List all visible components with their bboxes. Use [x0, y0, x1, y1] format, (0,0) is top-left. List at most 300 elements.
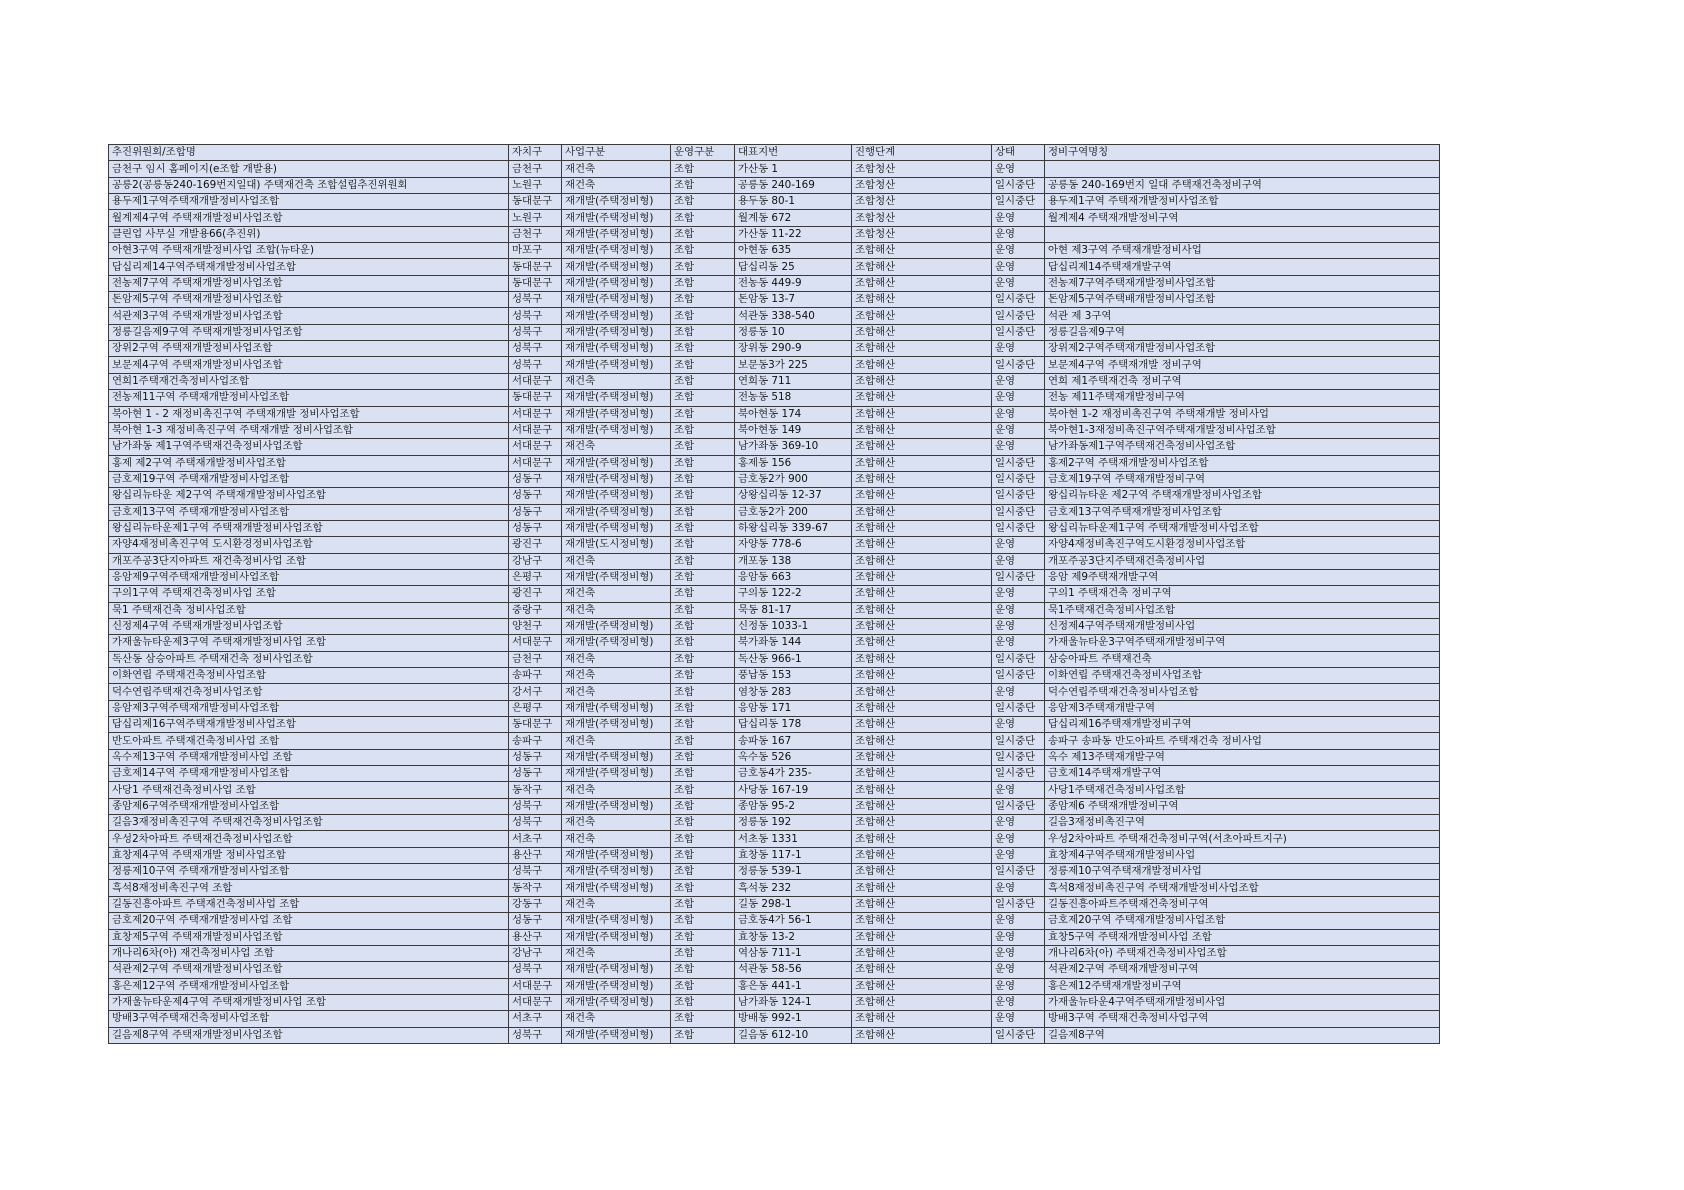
project-type-cell: 재건축 — [562, 815, 671, 831]
union-name-cell: 종암제6구역주택재개발정비사업조합 — [109, 798, 509, 814]
union-name-cell: 석관제3구역 주택재개발정비사업조합 — [109, 308, 509, 324]
project-type-cell: 재건축 — [562, 896, 671, 912]
progress-stage-cell: 조합해산 — [852, 341, 992, 357]
status-cell: 운영 — [992, 962, 1045, 978]
progress-stage-cell: 조합해산 — [852, 684, 992, 700]
lot-number-cell: 풍납동 153 — [735, 668, 852, 684]
project-type-cell: 재개발(주택정비형) — [562, 210, 671, 226]
progress-stage-cell: 조합청산 — [852, 210, 992, 226]
data-table — [108, 144, 1440, 1044]
district-cell: 마포구 — [509, 243, 562, 259]
project-type-cell: 재개발(주택정비형) — [562, 618, 671, 634]
progress-stage-cell: 조합해산 — [852, 962, 992, 978]
operation-type-cell: 조합 — [671, 896, 735, 912]
union-name-cell: 방배3구역주택재건축정비사업조합 — [109, 1011, 509, 1027]
project-type-cell: 재개발(주택정비형) — [562, 406, 671, 422]
zone-name-cell: 신정제4구역주택재개발정비사업 — [1045, 618, 1440, 634]
status-cell: 일시중단 — [992, 569, 1045, 585]
project-type-cell: 재개발(주택정비형) — [562, 292, 671, 308]
project-type-cell: 재개발(주택정비형) — [562, 1027, 671, 1043]
project-type-cell: 재개발(주택정비형) — [562, 341, 671, 357]
operation-type-cell: 조합 — [671, 602, 735, 618]
district-cell: 서대문구 — [509, 455, 562, 471]
project-type-cell: 재건축 — [562, 733, 671, 749]
table-row — [109, 553, 1440, 569]
zone-name-cell: 홍제2구역 주택재개발정비사업조합 — [1045, 455, 1440, 471]
district-cell: 강서구 — [509, 684, 562, 700]
status-cell: 일시중단 — [992, 324, 1045, 340]
progress-stage-cell: 조합해산 — [852, 896, 992, 912]
status-cell: 운영 — [992, 259, 1045, 275]
lot-number-cell: 응암동 663 — [735, 569, 852, 585]
operation-type-cell: 조합 — [671, 717, 735, 733]
district-cell: 동대문구 — [509, 194, 562, 210]
lot-number-cell: 석관동 338-540 — [735, 308, 852, 324]
progress-stage-cell: 조합해산 — [852, 455, 992, 471]
project-type-cell: 재개발(주택정비형) — [562, 390, 671, 406]
project-type-cell: 재건축 — [562, 586, 671, 602]
project-type-cell: 재건축 — [562, 439, 671, 455]
progress-stage-cell: 조합청산 — [852, 161, 992, 177]
operation-type-cell: 조합 — [671, 455, 735, 471]
operation-type-cell: 조합 — [671, 782, 735, 798]
progress-stage-cell: 조합해산 — [852, 259, 992, 275]
status-cell: 일시중단 — [992, 520, 1045, 536]
progress-stage-cell: 조합해산 — [852, 373, 992, 389]
status-cell: 일시중단 — [992, 749, 1045, 765]
zone-name-cell: 답십리제14주택재개발구역 — [1045, 259, 1440, 275]
union-name-cell: 자양4재정비촉진구역 도시환경정비사업조합 — [109, 537, 509, 553]
district-cell: 성북구 — [509, 324, 562, 340]
district-cell: 서초구 — [509, 1011, 562, 1027]
lot-number-cell: 응암동 171 — [735, 700, 852, 716]
operation-type-cell: 조합 — [671, 945, 735, 961]
lot-number-cell: 역삼동 711-1 — [735, 945, 852, 961]
table-row — [109, 210, 1440, 226]
zone-name-cell: 흑석8재정비촉진구역 주택재개발정비사업조합 — [1045, 880, 1440, 896]
lot-number-cell: 효창동 117-1 — [735, 847, 852, 863]
progress-stage-cell: 조합해산 — [852, 439, 992, 455]
status-cell: 운영 — [992, 880, 1045, 896]
union-name-cell: 사당1 주택재건축정비사업 조합 — [109, 782, 509, 798]
lot-number-cell: 금호동4가 235- — [735, 766, 852, 782]
progress-stage-cell: 조합해산 — [852, 782, 992, 798]
operation-type-cell: 조합 — [671, 161, 735, 177]
lot-number-cell: 공릉동 240-169 — [735, 177, 852, 193]
lot-number-cell: 자양동 778-6 — [735, 537, 852, 553]
operation-type-cell: 조합 — [671, 422, 735, 438]
table-row — [109, 831, 1440, 847]
progress-stage-cell: 조합해산 — [852, 717, 992, 733]
union-name-cell: 우성2차아파트 주택재건축정비사업조합 — [109, 831, 509, 847]
operation-type-cell: 조합 — [671, 292, 735, 308]
project-type-cell: 재건축 — [562, 1011, 671, 1027]
table-row — [109, 1027, 1440, 1043]
zone-name-cell: 길음제8구역 — [1045, 1027, 1440, 1043]
district-cell: 성동구 — [509, 749, 562, 765]
district-cell: 송파구 — [509, 668, 562, 684]
table-row — [109, 717, 1440, 733]
progress-stage-cell: 조합해산 — [852, 994, 992, 1010]
operation-type-cell: 조합 — [671, 684, 735, 700]
district-cell: 성동구 — [509, 766, 562, 782]
project-type-cell: 재건축 — [562, 782, 671, 798]
union-name-cell: 반도아파트 주택재건축정비사업 조합 — [109, 733, 509, 749]
district-cell: 동대문구 — [509, 717, 562, 733]
progress-stage-cell: 조합해산 — [852, 733, 992, 749]
lot-number-cell: 금호동2가 900 — [735, 471, 852, 487]
table-row — [109, 978, 1440, 994]
status-cell: 운영 — [992, 717, 1045, 733]
lot-number-cell: 종암동 95-2 — [735, 798, 852, 814]
lot-number-cell: 답십리동 25 — [735, 259, 852, 275]
project-type-cell: 재개발(주택정비형) — [562, 749, 671, 765]
union-name-cell: 공릉2(공릉동240-169번지일대) 주택재건축 조합설립추진위원회 — [109, 177, 509, 193]
district-cell: 광진구 — [509, 537, 562, 553]
progress-stage-cell: 조합해산 — [852, 700, 992, 716]
project-type-cell: 재개발(주택정비형) — [562, 308, 671, 324]
project-type-cell: 재개발(주택정비형) — [562, 847, 671, 863]
lot-number-cell: 하왕십리동 339-67 — [735, 520, 852, 536]
operation-type-cell: 조합 — [671, 651, 735, 667]
status-cell: 운영 — [992, 684, 1045, 700]
operation-type-cell: 조합 — [671, 847, 735, 863]
union-name-cell: 답십리제14구역주택재개발정비사업조합 — [109, 259, 509, 275]
union-name-cell: 응암제3구역주택재개발정비사업조합 — [109, 700, 509, 716]
project-type-cell: 재건축 — [562, 684, 671, 700]
lot-number-cell: 효창동 13-2 — [735, 929, 852, 945]
district-cell: 성동구 — [509, 504, 562, 520]
table-row — [109, 896, 1440, 912]
project-type-cell: 재개발(주택정비형) — [562, 962, 671, 978]
status-cell: 운영 — [992, 537, 1045, 553]
status-cell: 운영 — [992, 635, 1045, 651]
zone-name-cell: 응암 제9주택재개발구역 — [1045, 569, 1440, 585]
status-cell: 운영 — [992, 586, 1045, 602]
zone-name-cell: 연희 제1주택재건축 정비구역 — [1045, 373, 1440, 389]
table-row — [109, 798, 1440, 814]
zone-name-cell: 덕수연립주택재건축정비사업조합 — [1045, 684, 1440, 700]
lot-number-cell: 독산동 966-1 — [735, 651, 852, 667]
status-cell: 운영 — [992, 815, 1045, 831]
status-cell: 일시중단 — [992, 651, 1045, 667]
status-cell: 일시중단 — [992, 864, 1045, 880]
lot-number-cell: 서초동 1331 — [735, 831, 852, 847]
zone-name-cell: 금호제13구역주택재개발정비사업조합 — [1045, 504, 1440, 520]
operation-type-cell: 조합 — [671, 668, 735, 684]
district-cell: 광진구 — [509, 586, 562, 602]
status-cell: 운영 — [992, 553, 1045, 569]
progress-stage-cell: 조합해산 — [852, 586, 992, 602]
table-row — [109, 488, 1440, 504]
union-name-cell: 옥수제13구역 주택재개발정비사업 조합 — [109, 749, 509, 765]
status-cell: 일시중단 — [992, 471, 1045, 487]
union-name-cell: 덕수연립주택재건축정비사업조합 — [109, 684, 509, 700]
header-lot-number: 대표지번 — [735, 145, 852, 161]
zone-name-cell: 금호제14주택재개발구역 — [1045, 766, 1440, 782]
union-name-cell: 묵1 주택재건축 정비사업조합 — [109, 602, 509, 618]
status-cell: 일시중단 — [992, 488, 1045, 504]
district-cell: 노원구 — [509, 177, 562, 193]
status-cell: 운영 — [992, 439, 1045, 455]
project-type-cell: 재개발(주택정비형) — [562, 994, 671, 1010]
lot-number-cell: 신정동 1033-1 — [735, 618, 852, 634]
project-type-cell: 재개발(주택정비형) — [562, 798, 671, 814]
union-name-cell: 홍제 제2구역 주택재개발정비사업조합 — [109, 455, 509, 471]
union-name-cell: 금천구 임시 홈페이지(e조합 개발용) — [109, 161, 509, 177]
progress-stage-cell: 조합해산 — [852, 488, 992, 504]
status-cell: 운영 — [992, 847, 1045, 863]
project-type-cell: 재개발(주택정비형) — [562, 569, 671, 585]
district-cell: 성동구 — [509, 488, 562, 504]
operation-type-cell: 조합 — [671, 831, 735, 847]
table-row — [109, 194, 1440, 210]
operation-type-cell: 조합 — [671, 537, 735, 553]
operation-type-cell: 조합 — [671, 226, 735, 242]
district-cell: 서초구 — [509, 831, 562, 847]
district-cell: 서대문구 — [509, 978, 562, 994]
progress-stage-cell: 조합해산 — [852, 880, 992, 896]
table-row — [109, 586, 1440, 602]
progress-stage-cell: 조합해산 — [852, 569, 992, 585]
progress-stage-cell: 조합청산 — [852, 194, 992, 210]
operation-type-cell: 조합 — [671, 798, 735, 814]
status-cell: 일시중단 — [992, 766, 1045, 782]
progress-stage-cell: 조합해산 — [852, 945, 992, 961]
progress-stage-cell: 조합해산 — [852, 618, 992, 634]
lot-number-cell: 남가좌동 369-10 — [735, 439, 852, 455]
lot-number-cell: 상왕십리동 12-37 — [735, 488, 852, 504]
lot-number-cell: 사당동 167-19 — [735, 782, 852, 798]
lot-number-cell: 길동 298-1 — [735, 896, 852, 912]
progress-stage-cell: 조합청산 — [852, 177, 992, 193]
operation-type-cell: 조합 — [671, 962, 735, 978]
lot-number-cell: 가산동 11-22 — [735, 226, 852, 242]
status-cell: 운영 — [992, 161, 1045, 177]
zone-name-cell: 방배3구역 주택재건축정비사업구역 — [1045, 1011, 1440, 1027]
project-type-cell: 재개발(주택정비형) — [562, 880, 671, 896]
status-cell: 운영 — [992, 602, 1045, 618]
progress-stage-cell: 조합해산 — [852, 831, 992, 847]
operation-type-cell: 조합 — [671, 618, 735, 634]
zone-name-cell: 북아현1-3재정비촉진구역주택재개발정비사업조합 — [1045, 422, 1440, 438]
zone-name-cell: 돈암제5구역주택배개발정비사업조합 — [1045, 292, 1440, 308]
table-row — [109, 226, 1440, 242]
operation-type-cell: 조합 — [671, 1011, 735, 1027]
zone-name-cell: 답십리제16주택재개발정비구역 — [1045, 717, 1440, 733]
progress-stage-cell: 조합해산 — [852, 471, 992, 487]
status-cell: 일시중단 — [992, 700, 1045, 716]
project-type-cell: 재개발(주택정비형) — [562, 929, 671, 945]
district-cell: 은평구 — [509, 700, 562, 716]
district-cell: 동대문구 — [509, 259, 562, 275]
lot-number-cell: 정릉동 192 — [735, 815, 852, 831]
table-row — [109, 439, 1440, 455]
zone-name-cell: 보문제4구역 주택재개발 정비구역 — [1045, 357, 1440, 373]
operation-type-cell: 조합 — [671, 341, 735, 357]
progress-stage-cell: 조합해산 — [852, 243, 992, 259]
operation-type-cell: 조합 — [671, 471, 735, 487]
status-cell: 운영 — [992, 210, 1045, 226]
table-row — [109, 847, 1440, 863]
project-type-cell: 재개발(주택정비형) — [562, 422, 671, 438]
progress-stage-cell: 조합해산 — [852, 749, 992, 765]
district-cell: 성북구 — [509, 341, 562, 357]
union-name-cell: 길음3재정비촉진구역 주택재건축정비사업조합 — [109, 815, 509, 831]
district-cell: 성북구 — [509, 357, 562, 373]
operation-type-cell: 조합 — [671, 994, 735, 1010]
status-cell: 운영 — [992, 422, 1045, 438]
project-type-cell: 재개발(주택정비형) — [562, 504, 671, 520]
table-row — [109, 341, 1440, 357]
status-cell: 일시중단 — [992, 177, 1045, 193]
project-type-cell: 재건축 — [562, 651, 671, 667]
operation-type-cell: 조합 — [671, 194, 735, 210]
union-name-cell: 보문제4구역 주택재개발정비사업조합 — [109, 357, 509, 373]
header-union-name: 추진위원회/조합명 — [109, 145, 509, 161]
union-name-cell: 이화연립 주택재건축정비사업조합 — [109, 668, 509, 684]
union-name-cell: 효창제5구역 주택재개발정비사업조합 — [109, 929, 509, 945]
zone-name-cell: 금호제20구역 주택재개발정비사업조합 — [1045, 913, 1440, 929]
table-row — [109, 815, 1440, 831]
district-cell: 동대문구 — [509, 390, 562, 406]
lot-number-cell: 홍제동 156 — [735, 455, 852, 471]
project-type-cell: 재건축 — [562, 161, 671, 177]
table-row — [109, 357, 1440, 373]
zone-name-cell: 왕십리뉴타운 제2구역 주택재개발정비사업조합 — [1045, 488, 1440, 504]
status-cell: 운영 — [992, 373, 1045, 389]
table-row — [109, 994, 1440, 1010]
district-cell: 서대문구 — [509, 373, 562, 389]
project-type-cell: 재개발(주택정비형) — [562, 913, 671, 929]
table-row — [109, 635, 1440, 651]
lot-number-cell: 홍은동 441-1 — [735, 978, 852, 994]
table-row — [109, 962, 1440, 978]
district-cell: 성동구 — [509, 471, 562, 487]
zone-name-cell: 구의1 주택재건축 정비구역 — [1045, 586, 1440, 602]
union-name-cell: 금호제19구역 주택재개발정비사업조합 — [109, 471, 509, 487]
union-name-cell: 금호제20구역 주택재개발정비사업 조합 — [109, 913, 509, 929]
status-cell: 운영 — [992, 341, 1045, 357]
lot-number-cell: 돈암동 13-7 — [735, 292, 852, 308]
operation-type-cell: 조합 — [671, 749, 735, 765]
operation-type-cell: 조합 — [671, 766, 735, 782]
header-zone-name: 정비구역명칭 — [1045, 145, 1440, 161]
project-type-cell: 재개발(주택정비형) — [562, 243, 671, 259]
status-cell: 운영 — [992, 1011, 1045, 1027]
union-name-cell: 연희1주택재건축정비사업조합 — [109, 373, 509, 389]
project-type-cell: 재개발(주택정비형) — [562, 226, 671, 242]
project-type-cell: 재개발(주택정비형) — [562, 864, 671, 880]
table-row — [109, 324, 1440, 340]
operation-type-cell: 조합 — [671, 275, 735, 291]
operation-type-cell: 조합 — [671, 439, 735, 455]
district-cell: 양천구 — [509, 618, 562, 634]
zone-name-cell: 개나리6차(아) 주택재건축정비사업조합 — [1045, 945, 1440, 961]
operation-type-cell: 조합 — [671, 504, 735, 520]
progress-stage-cell: 조합해산 — [852, 815, 992, 831]
zone-name-cell: 용두제1구역 주택재개발정비사업조합 — [1045, 194, 1440, 210]
lot-number-cell: 북아현동 174 — [735, 406, 852, 422]
union-name-cell: 월계제4구역 주택재개발정비사업조합 — [109, 210, 509, 226]
operation-type-cell: 조합 — [671, 373, 735, 389]
project-type-cell: 재건축 — [562, 177, 671, 193]
project-type-cell: 재건축 — [562, 668, 671, 684]
progress-stage-cell: 조합해산 — [852, 324, 992, 340]
progress-stage-cell: 조합해산 — [852, 602, 992, 618]
operation-type-cell: 조합 — [671, 569, 735, 585]
union-name-cell: 남가좌동 제1구역주택재건축정비사업조합 — [109, 439, 509, 455]
district-cell: 성동구 — [509, 913, 562, 929]
operation-type-cell: 조합 — [671, 913, 735, 929]
union-name-cell: 응암제9구역주택재개발정비사업조합 — [109, 569, 509, 585]
progress-stage-cell: 조합해산 — [852, 864, 992, 880]
lot-number-cell: 아현동 635 — [735, 243, 852, 259]
project-type-cell: 재개발(주택정비형) — [562, 455, 671, 471]
progress-stage-cell: 조합해산 — [852, 668, 992, 684]
table-row — [109, 929, 1440, 945]
table-row — [109, 749, 1440, 765]
header-operation-type: 운영구분 — [671, 145, 735, 161]
table-row — [109, 259, 1440, 275]
union-name-cell: 장위2구역 주택재개발정비사업조합 — [109, 341, 509, 357]
progress-stage-cell: 조합청산 — [852, 226, 992, 242]
operation-type-cell: 조합 — [671, 243, 735, 259]
status-cell: 운영 — [992, 994, 1045, 1010]
status-cell: 일시중단 — [992, 308, 1045, 324]
progress-stage-cell: 조합해산 — [852, 537, 992, 553]
lot-number-cell: 묵동 81-17 — [735, 602, 852, 618]
zone-name-cell: 종암제6 주택재개발정비구역 — [1045, 798, 1440, 814]
union-name-cell: 신정제4구역 주택재개발정비사업조합 — [109, 618, 509, 634]
union-name-cell: 석관제2구역 주택재개발정비사업조합 — [109, 962, 509, 978]
lot-number-cell: 정릉동 539-1 — [735, 864, 852, 880]
zone-name-cell: 석관 제 3구역 — [1045, 308, 1440, 324]
lot-number-cell: 송파동 167 — [735, 733, 852, 749]
lot-number-cell: 석관동 58-56 — [735, 962, 852, 978]
zone-name-cell: 월계제4 주택재개발정비구역 — [1045, 210, 1440, 226]
project-type-cell: 재개발(주택정비형) — [562, 700, 671, 716]
progress-stage-cell: 조합해산 — [852, 766, 992, 782]
table-row — [109, 390, 1440, 406]
district-cell: 서대문구 — [509, 406, 562, 422]
district-cell: 성북구 — [509, 815, 562, 831]
union-name-cell: 가재울뉴타운제3구역 주택재개발정비사업 조합 — [109, 635, 509, 651]
table-row — [109, 864, 1440, 880]
district-cell: 동대문구 — [509, 275, 562, 291]
status-cell: 일시중단 — [992, 292, 1045, 308]
operation-type-cell: 조합 — [671, 864, 735, 880]
status-cell: 운영 — [992, 618, 1045, 634]
zone-name-cell: 개포주공3단지주택재건축정비사업 — [1045, 553, 1440, 569]
zone-name-cell: 금호제19구역 주택재개발정비구역 — [1045, 471, 1440, 487]
header-project-type: 사업구분 — [562, 145, 671, 161]
zone-name-cell: 석관제2구역 주택재개발정비구역 — [1045, 962, 1440, 978]
lot-number-cell: 금호동4가 56-1 — [735, 913, 852, 929]
header-district: 자치구 — [509, 145, 562, 161]
district-cell: 노원구 — [509, 210, 562, 226]
table-row — [109, 782, 1440, 798]
district-cell: 서대문구 — [509, 635, 562, 651]
lot-number-cell: 전농동 518 — [735, 390, 852, 406]
lot-number-cell: 보문동3가 225 — [735, 357, 852, 373]
table-header-row — [109, 145, 1440, 161]
table-row — [109, 177, 1440, 193]
progress-stage-cell: 조합해산 — [852, 292, 992, 308]
zone-name-cell: 사당1주택재건축정비사업조합 — [1045, 782, 1440, 798]
lot-number-cell: 북가좌동 144 — [735, 635, 852, 651]
status-cell: 운영 — [992, 831, 1045, 847]
